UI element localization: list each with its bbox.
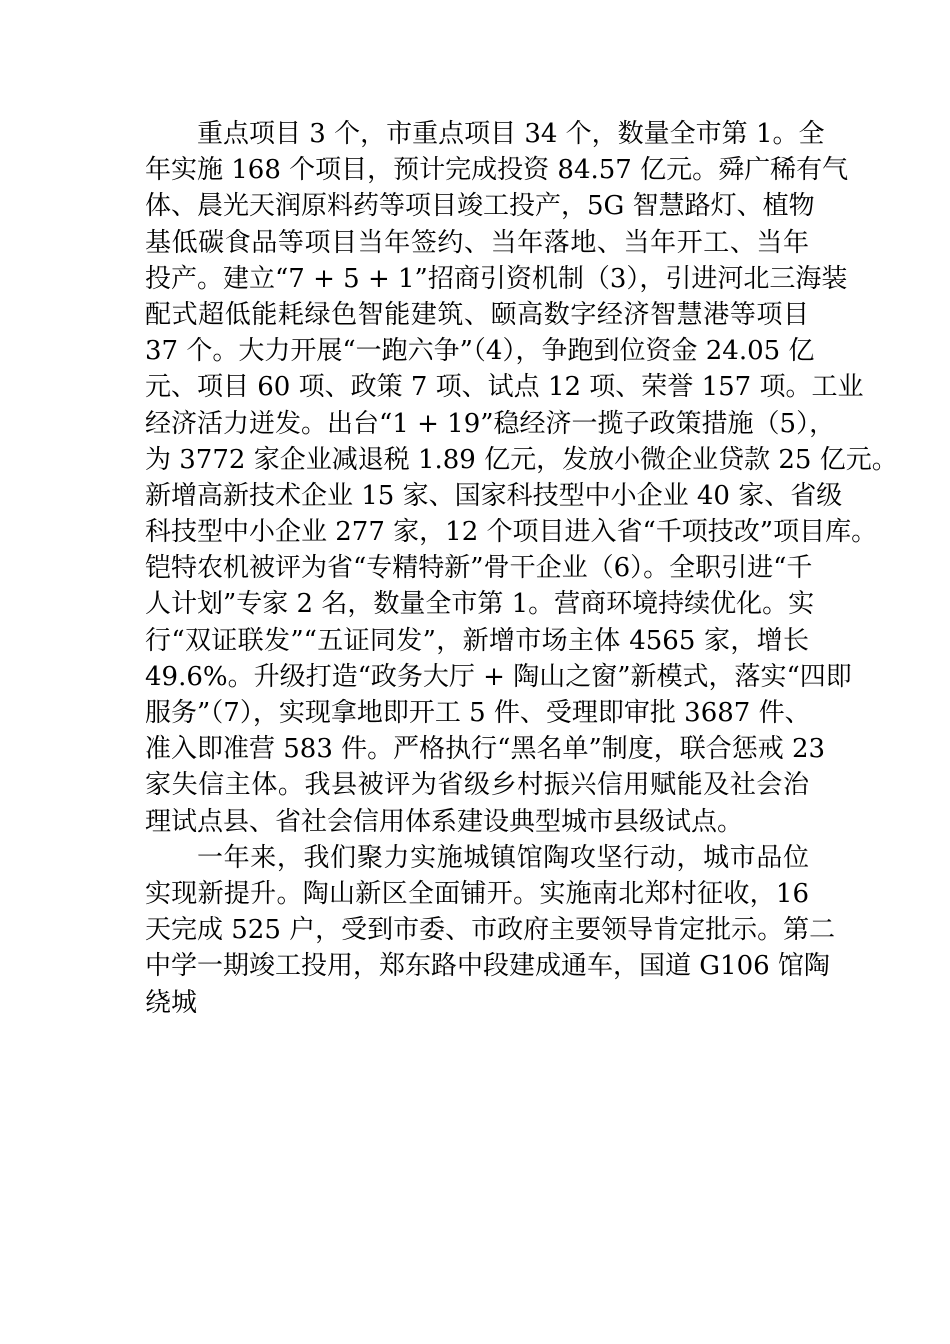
text-line: 理试点县、省社会信用体系建设典型城市县级试点。 bbox=[145, 806, 744, 837]
text-line: 元、项目 60 项、政策 7 项、试点 12 项、荣誉 157 项。工业 bbox=[145, 372, 864, 403]
text-line: 配式超低能耗绿色智能建筑、颐高数字经济智慧港等项目 bbox=[145, 299, 809, 330]
text-line: 49.6%。升级打造“政务大厅 + 陶山之窗”新模式，落实“四即 bbox=[145, 661, 852, 692]
text-line: 行“双证联发”“五证同发”，新增市场主体 4565 家，增长 bbox=[145, 625, 809, 656]
text-line: 37 个。大力开展“一跑六争”（4），争跑到位资金 24.05 亿 bbox=[145, 336, 815, 367]
text-line: 绕城 bbox=[145, 987, 198, 1018]
text-line: 中学一期竣工投用，郑东路中段建成通车，国道 G106 馆陶 bbox=[145, 951, 830, 982]
text-line: 新增高新技术企业 15 家、国家科技型中小企业 40 家、省级 bbox=[145, 480, 843, 511]
text-line: 体、晨光天润原料药等项目竣工投产，5G 智慧路灯、植物 bbox=[145, 191, 815, 222]
text-line: 服务”（7），实现拿地即开工 5 件、受理即审批 3687 件、 bbox=[145, 698, 811, 728]
text-line: 铠特农机被评为省“专精特新”骨干企业（6）。全职引进“千 bbox=[145, 553, 813, 584]
text-line: 年实施 168 个项目，预计完成投资 84.57 亿元。舜广稀有气 bbox=[145, 155, 849, 186]
text-line: 一年来，我们聚力实施城镇馆陶攻坚行动，城市品位 bbox=[197, 842, 809, 873]
text-line: 天完成 525 户，受到市委、市政府主要领导肯定批示。第二 bbox=[145, 915, 836, 946]
text-line: 准入即准营 583 件。严格执行“黑名单”制度，联合惩戒 23 bbox=[145, 734, 826, 765]
text-line: 为 3772 家企业减退税 1.89 亿元，发放小微企业贷款 25 亿元。 bbox=[145, 444, 898, 475]
text-line: 科技型中小企业 277 家，12 个项目进入省“千项技改”项目库。 bbox=[145, 517, 878, 548]
text-line: 家失信主体。我县被评为省级乡村振兴信用赋能及社会治 bbox=[145, 770, 809, 801]
text-line: 投产。建立“7 + 5 + 1”招商引资机制（3），引进河北三海装 bbox=[145, 263, 848, 294]
text-line: 实现新提升。陶山新区全面铺开。实施南北郑村征收，16 bbox=[145, 878, 809, 909]
text-line: 基低碳食品等项目当年签约、当年落地、当年开工、当年 bbox=[145, 227, 809, 258]
document-body bbox=[145, 116, 898, 1021]
text-line: 重点项目 3 个，市重点项目 34 个，数量全市第 1。全 bbox=[197, 119, 825, 149]
text-line: 人计划”专家 2 名，数量全市第 1。营商环境持续优化。实 bbox=[145, 589, 815, 620]
text-line: 经济活力迸发。出台“1 + 19”稳经济一揽子政策措施（5）， bbox=[145, 408, 836, 439]
